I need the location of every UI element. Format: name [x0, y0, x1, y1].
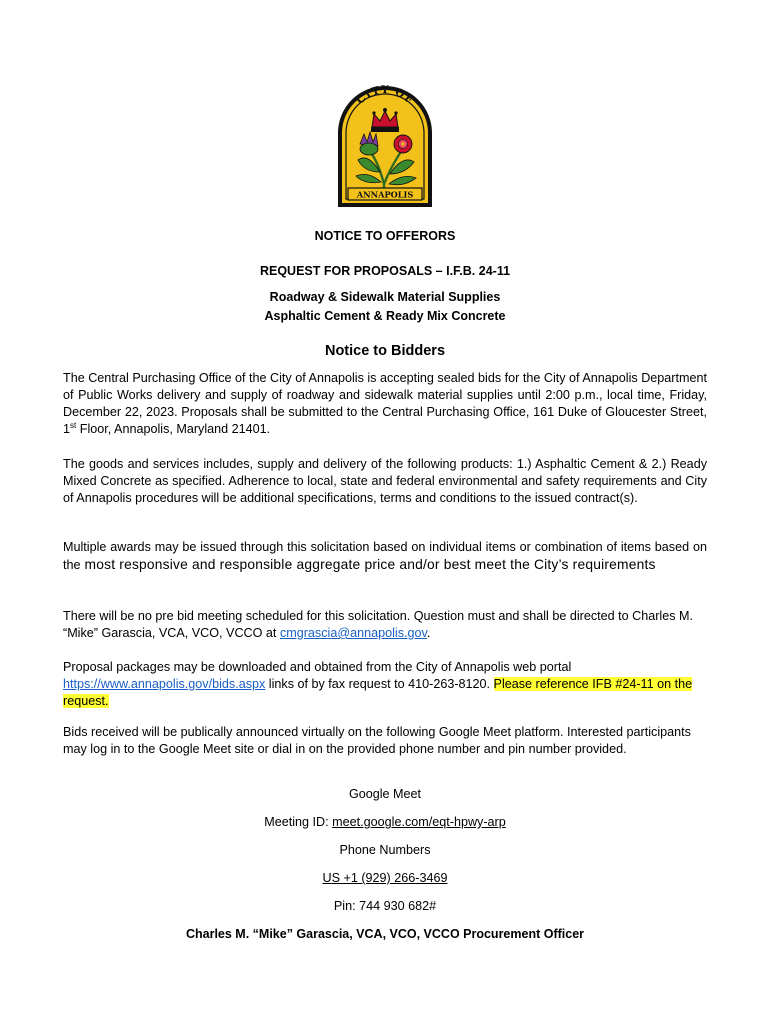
paragraph-deadline: The Central Purchasing Office of the City of Annapolis is accepting sealed bids for the City of Annapolis Department of Public Works delivery and supply of roadway and sidewalk material supplies until 2:00 p.m., local time, Friday, December 22, 2023. Proposals shall be submitted to the Central Purchasing Office, 161 Duke of Gloucester Street, 1st Floor, Annapolis, Maryland 21401. — [63, 371, 707, 436]
city-of-annapolis-seal-logo — [336, 84, 434, 209]
pin-line: Pin: 744 930 682# — [333, 899, 437, 913]
google-meet-title: Google Meet — [348, 787, 422, 801]
subtitle-line-2: Asphaltic Cement & Ready Mix Concrete — [264, 309, 506, 323]
phone-number-link[interactable]: US +1 (929) 266-3469 — [322, 871, 448, 885]
notice-heading: NOTICE TO OFFERORS — [314, 229, 456, 243]
meeting-id-link[interactable]: meet.google.com/eqt-hpwy-arp — [332, 815, 506, 829]
email-link[interactable]: cmgrascia@annapolis.gov — [279, 626, 427, 640]
paragraph-products: The goods and services includes, supply and delivery of the following products: 1.) Asphaltic Cement & 2.) Ready Mixed Concrete as specified. Adherence to local, state and federal environmental and safety requirements and City of Annapolis procedures will be additional specifications, terms and conditions to the issued contract(s). — [63, 457, 707, 505]
seal-top-text: CITY OF — [354, 84, 416, 107]
phone-numbers-label: Phone Numbers — [339, 843, 431, 857]
subtitle-line-1: Roadway & Sidewalk Material Supplies — [269, 290, 501, 304]
section-title: Notice to Bidders — [324, 343, 446, 359]
highlighted-reference: Please reference IFB #24-11 on the request. — [63, 677, 693, 708]
bids-portal-link[interactable]: https://www.annapolis.gov/bids.aspx — [63, 677, 266, 691]
rfp-heading: REQUEST FOR PROPOSALS – I.F.B. 24-11 — [259, 264, 511, 278]
signature-line: Charles M. “Mike” Garascia, VCA, VCO, VCCO Procurement Officer — [185, 927, 585, 941]
meeting-id-line: Meeting ID: meet.google.com/eqt-hpwy-arp — [264, 815, 506, 829]
seal-bottom-text: ANNAPOLIS — [356, 189, 414, 200]
paragraph-contact: There will be no pre bid meeting scheduled for this solicitation. Question must and shall be directed to Charles M. “Mike” Garascia, VCA, VCO, VCCO at cmgrascia@annapolis.gov. — [63, 609, 694, 640]
paragraph-announcement: Bids received will be publically announced virtually on the following Google Meet platform. Interested participants may log in to the Google Meet site or dial in on the provided phone number and pin number provided. — [63, 725, 691, 756]
paragraph-download: Proposal packages may be downloaded and obtained from the City of Annapolis web portal https://www.annapolis.gov/bids.aspx links of by fax request to 410-263-8120. Please reference IFB #24-11 on the request. — [63, 660, 693, 708]
paragraph-awards: Multiple awards may be issued through this solicitation based on individual items or combination of items based on the most responsive and responsible aggregate price and/or best meet the City’s requirements — [63, 540, 707, 572]
